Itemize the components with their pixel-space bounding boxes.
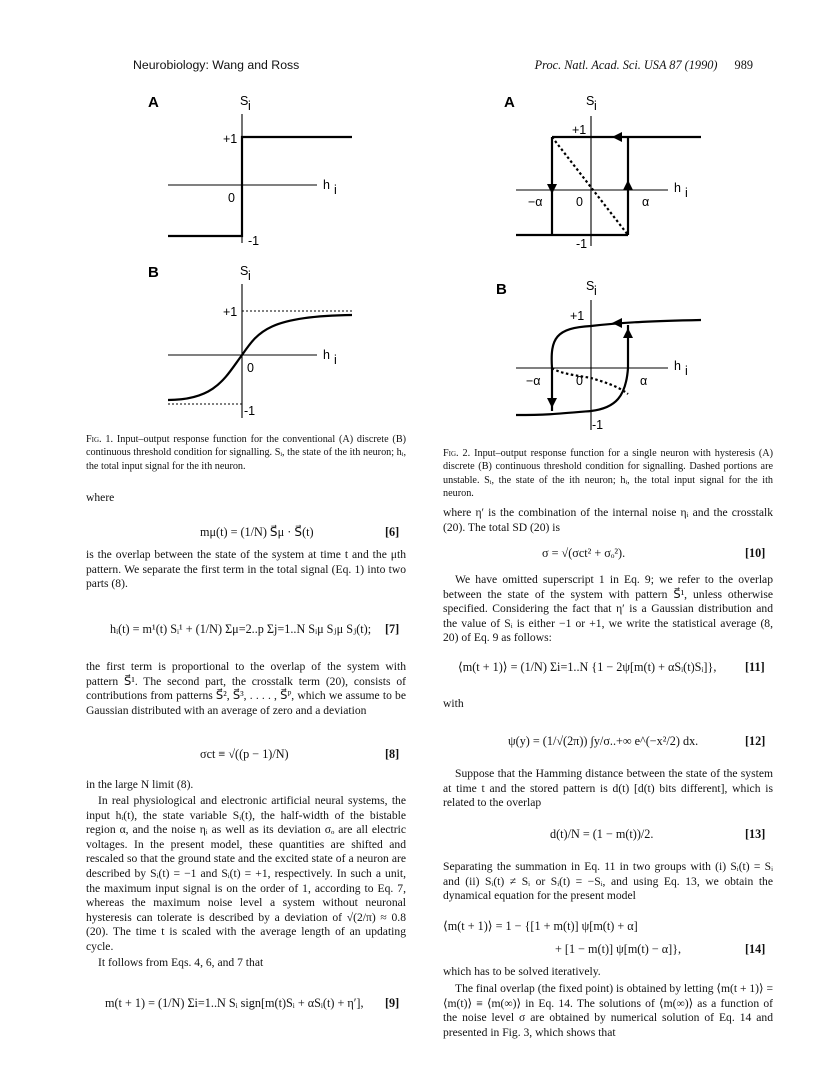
equation-7-number: [7] [385, 622, 400, 636]
fig1-b-minus-one: -1 [244, 404, 256, 418]
left-paragraph-1: is the overlap between the state of the system at time t and the μth pattern. We separate the first term in the total signal (Eq. 1) into two parts (8). [86, 548, 406, 591]
left-paragraph-3: in the large N limit (8). [86, 778, 194, 791]
fig1-caption-lead: Fig. 1. [86, 434, 114, 445]
equation-8: σct ≡ √((p − 1)/N) [200, 747, 289, 761]
equation-13: d(t)/N = (1 − m(t))/2. [550, 827, 654, 841]
fig1-a-x-axis-sub: i [334, 183, 337, 197]
fig2-b-plus-one: +1 [570, 309, 585, 323]
page-number: 989 [734, 58, 753, 72]
fig2-a-arrow-right [623, 180, 633, 190]
fig2-a-y-axis-label: S [586, 94, 595, 108]
fig2-b-x-axis-sub: i [685, 364, 688, 378]
equation-8-number: [8] [385, 747, 400, 761]
fig1-a-y-axis-label: S [240, 94, 249, 108]
fig2-b-alpha: α [640, 374, 648, 388]
fig2-b-unstable-branch [552, 368, 628, 394]
fig2-a-arrow-left [547, 184, 557, 194]
equation-12-number: [12] [745, 734, 766, 748]
fig2-a-x-axis-sub: i [685, 186, 688, 200]
fig1-panel-a [140, 88, 337, 248]
left-paragraph-5: It follows from Eqs. 4, 6, and 7 that [98, 956, 264, 969]
right-with: with [443, 697, 464, 710]
fig2-a-minus-alpha: −α [528, 195, 543, 209]
fig2-caption-lead: Fig. 2. [443, 448, 471, 459]
equation-9-number: [9] [385, 996, 400, 1010]
fig1-b-y-axis-label: S [240, 264, 249, 278]
right-paragraph-6: The final overlap (the fixed point) is obtained by letting ⟨m(t + 1)⟩ = ⟨m(t)⟩ ≡ ⟨m(∞)⟩ in Eq. 14. The solutions of ⟨m(∞)⟩ as a function of the noise level σ are obtained by numerical solution of Eq. 14 and presented in Fig. 3, which shows that [443, 982, 774, 1039]
running-header-journal [535, 58, 753, 73]
equation-6: mμ(t) = (1/N) S⃗μ · S⃗(t) [200, 525, 314, 539]
fig2-b-arrow-left [547, 398, 557, 408]
left-paragraph-4: In real physiological and electronic artificial neural systems, the input hᵢ(t), the state variable Sᵢ(t), the half-width of the bistable region α, and the noise ηᵢ as well as its deviation σₒ are all electric voltages. In the present model, these quantities are shifted and rescaled so that the ground state and the excited state of a neuron are described by Sᵢ(t) = −1 and Sᵢ(t) = +1, respectively. In such a unit, the maximum input signal is on the order of 1, according to Eq. 7, whereas the maximum noise level a system without neuronal hysteresis can tolerate is described by a deviation of √(2/π) ≈ 0.8 (20). The time t is scaled with the average length of an updating cycle. [86, 794, 406, 953]
fig2-b-y-axis-sub: i [594, 284, 597, 298]
right-paragraph-4: Separating the summation in Eq. 11 in two groups with (i) Sᵢ(t) = Sᵢ and (ii) Sᵢ(t) ≠ Sᵢ or Sᵢ(t) = −Sᵢ, and using Eq. 13, we obtain the dynamical equation for the present model [443, 860, 773, 903]
fig1-b-plus-one: +1 [223, 305, 238, 319]
fig1-b-x-axis-label: h [323, 348, 330, 362]
fig2-caption-text: Input–output response function for a single neuron with hysteresis (A) discrete (B) continuous threshold condition for signalling. Dashed portions are unstable. Sᵢ, the state of the ith neuron; hᵢ, the total input signal for the ith neuron. [443, 448, 773, 500]
left-where: where [86, 491, 115, 504]
fig1-caption [86, 433, 406, 473]
fig1-a-y-axis-sub: i [248, 99, 251, 113]
fig2-a-label: A [504, 94, 515, 111]
equation-9: m(t + 1) = (1/N) Σi=1..N Sᵢ sign[m(t)Sᵢ + αSᵢ(t) + η′], [105, 996, 364, 1010]
fig2-b-arrow-right [623, 328, 633, 338]
fig2-b-label: B [496, 281, 507, 298]
equation-11: ⟨m(t + 1)⟩ = (1/N) Σi=1..N {1 − 2ψ[m(t) + αSᵢ(t)Sᵢ]}, [458, 660, 717, 674]
fig1-b-x-axis-sub: i [334, 353, 337, 367]
fig1-caption-text: Input–output response function for the conventional (A) discrete (B) continuous threshold condition for signalling. Sᵢ, the state of the ith neuron; hᵢ, the total input signal for the ith neuron. [86, 434, 407, 472]
fig1-b-label: B [148, 264, 159, 281]
equation-13-number: [13] [745, 827, 766, 841]
fig2-a-unstable-branch [552, 137, 628, 235]
equation-11-number: [11] [745, 660, 765, 674]
fig2-b-minus-alpha: −α [526, 374, 541, 388]
fig2-a-arrow-top [612, 132, 622, 142]
fig2-a-minus-one: -1 [576, 237, 588, 251]
fig1-b-y-axis-sub: i [248, 269, 251, 283]
fig1-a-label: A [148, 94, 159, 111]
fig2-b-minus-one: -1 [592, 418, 604, 432]
journal-citation: Proc. Natl. Acad. Sci. USA 87 (1990) [534, 58, 718, 72]
fig2-a-y-axis-sub: i [594, 99, 597, 113]
fig2-b-arrow-top [612, 318, 622, 328]
fig1-a-plus-one: +1 [223, 132, 238, 146]
equation-10: σ = √(σct² + σₒ²). [542, 546, 626, 560]
equation-14-number: [14] [745, 942, 766, 956]
right-paragraph-5: which has to be solved iteratively. [443, 965, 601, 978]
running-header-authors: Neurobiology: Wang and Ross [133, 58, 300, 72]
equation-7: hᵢ(t) = m¹(t) Sᵢ¹ + (1/N) Σμ=2..p Σj=1..N Sᵢμ Sⱼμ Sⱼ(t); [110, 622, 372, 636]
fig1-b-zero: 0 [247, 361, 254, 375]
fig1-a-minus-one: -1 [248, 234, 260, 248]
right-paragraph-2: We have omitted superscript 1 in Eq. 9; we refer to the overlap between the state of the system with pattern S⃗¹, unless otherwise specified. Considering the fact that η′ is a Gaussian distribution and the value of Sᵢ is either −1 or +1, we write the statistical average (8, 20) of Eq. 9 as follows: [443, 573, 773, 645]
fig2-panel-b [496, 268, 696, 438]
fig1-a-zero: 0 [228, 191, 235, 205]
equation-6-number: [6] [385, 525, 400, 539]
equation-14-line-2: + [1 − m(t)] ψ[m(t) − α]}, [555, 942, 682, 956]
fig2-a-zero: 0 [576, 195, 583, 209]
fig2-panel-a [496, 88, 696, 251]
equation-14-line-1: ⟨m(t + 1)⟩ = 1 − {[1 + m(t)] ψ[m(t) + α] [443, 919, 638, 933]
fig2-caption [443, 447, 773, 501]
right-paragraph-1: where η′ is the combination of the internal noise ηᵢ and the crosstalk (20). The total SD (20) is [443, 506, 773, 534]
fig2-b-x-axis-label: h [674, 359, 681, 373]
equation-10-number: [10] [745, 546, 766, 560]
fig2-b-y-axis-label: S [586, 279, 595, 293]
fig2-a-plus-one: +1 [572, 123, 587, 137]
fig2-a-x-axis-label: h [674, 181, 681, 195]
fig1-panel-b [140, 258, 337, 418]
fig2-a-alpha: α [642, 195, 650, 209]
equation-12: ψ(y) = (1/√(2π)) ∫y/σ..+∞ e^(−x²/2) dx. [508, 734, 699, 748]
fig1-a-x-axis-label: h [323, 178, 330, 192]
right-paragraph-3: Suppose that the Hamming distance between the state of the system at time t and the stored pattern is d(t) [d(t) bits different], which is related to the overlap [443, 767, 773, 810]
fig2-b-zero: 0 [576, 374, 583, 388]
left-paragraph-2: the first term is proportional to the overlap of the system with pattern S⃗¹. The second part, the crosstalk term (20), consists of contributions from patterns S⃗², S⃗³, . . . . , S⃗ᴾ, which we assume to be Gaussian distributed with an average of zero and a deviation [86, 660, 406, 717]
